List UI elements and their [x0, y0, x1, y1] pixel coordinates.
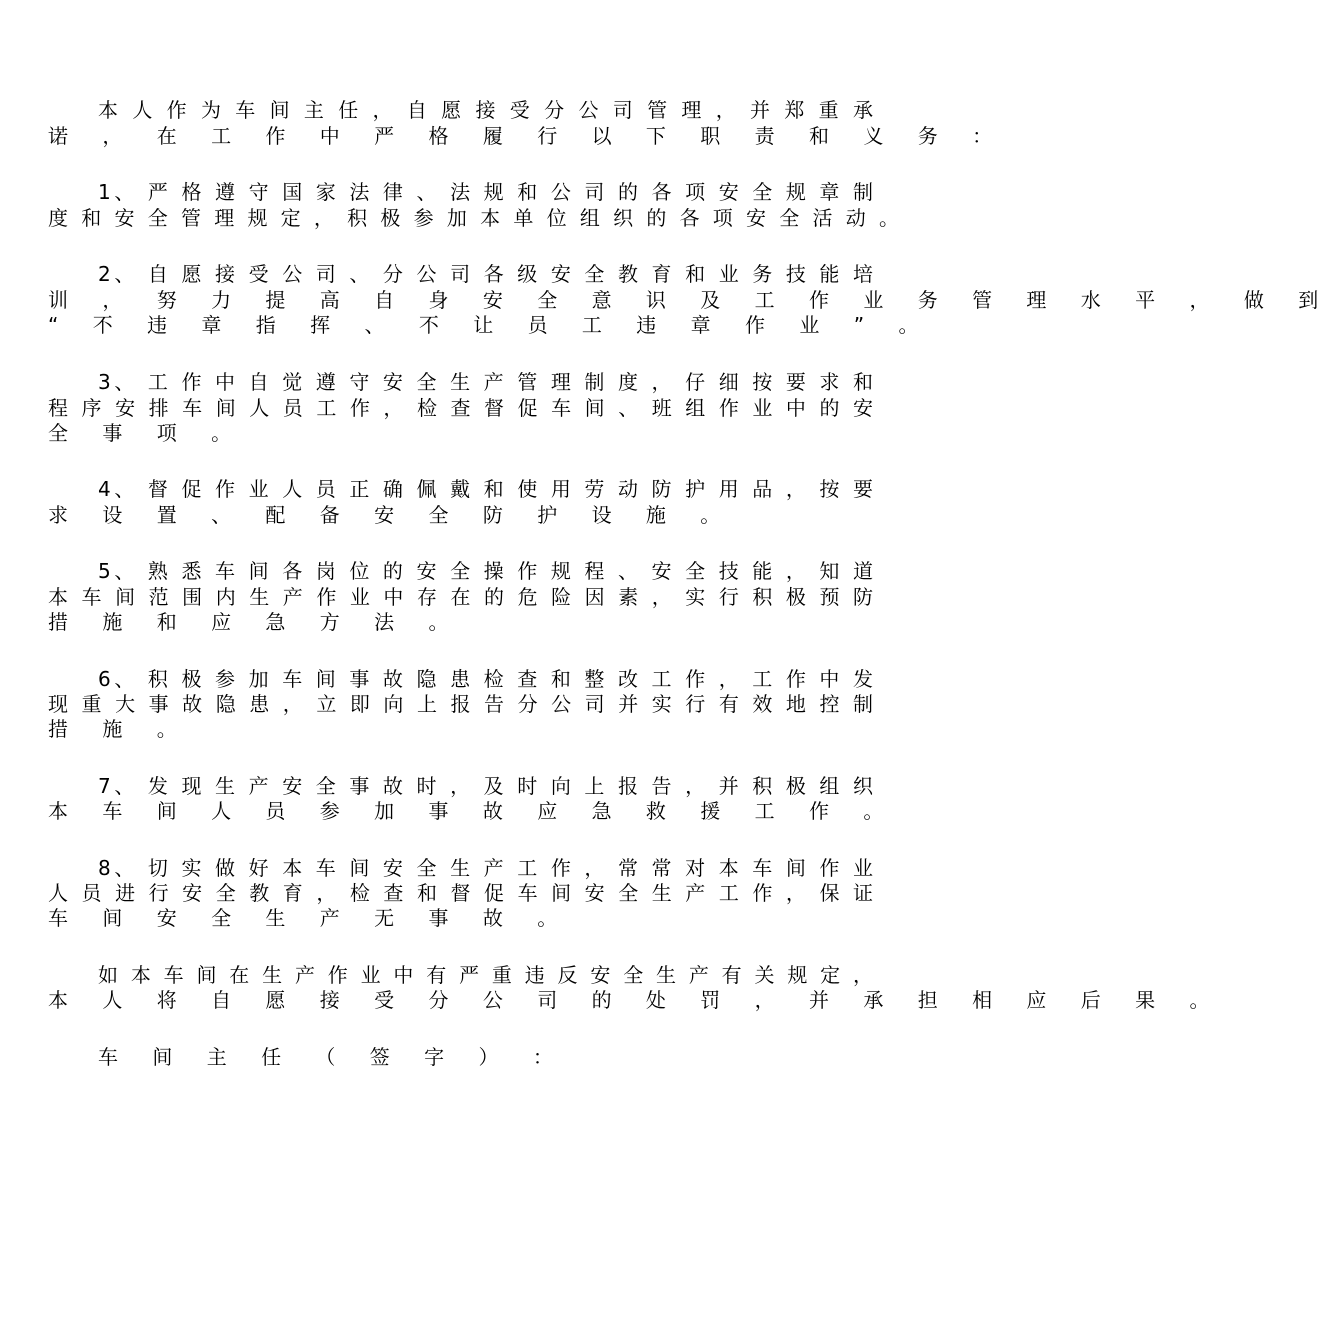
- item-8-line-2: 人 员 进 行 安 全 教 育 ， 检 查 和 督 促 车 间 安 全 生 产 工 作 ， 保 证: [48, 881, 874, 905]
- item-4-line-1: 4、 督 促 作 业 人 员 正 确 佩 戴 和 使 用 劳 动 防 护 用 品 ， 按 要: [98, 477, 874, 501]
- closing-line-2: 本 人 将 自 愿 接 受 分 公 司 的 处 罚 ， 并 承 担 相 应 后 果 。: [48, 988, 1224, 1012]
- item-4-line-2: 求 设 置 、 配 备 安 全 防 护 设 施 。: [48, 503, 735, 527]
- item-5-line-2: 本 车 间 范 围 内 生 产 作 业 中 存 在 的 危 险 因 素 ， 实 行 积 极 预 防: [48, 585, 874, 609]
- item-2-line-3: “ 不 违 章 指 挥 、 不 让 员 工 违 章 作 业 ” 。: [48, 313, 933, 337]
- intro-line-2: 诺 ， 在 工 作 中 严 格 履 行 以 下 职 责 和 义 务 ：: [48, 124, 1007, 148]
- closing-line-1: 如 本 车 间 在 生 产 作 业 中 有 严 重 违 反 安 全 生 产 有 关 规 定 ，: [98, 963, 874, 987]
- item-3-line-1: 3、 工 作 中 自 觉 遵 守 安 全 生 产 管 理 制 度 ， 仔 细 按 要 求 和: [98, 370, 874, 394]
- item-7-line-1: 7、 发 现 生 产 安 全 事 故 时 ， 及 时 向 上 报 告 ， 并 积 极 组 织: [98, 774, 874, 798]
- item-6-line-3: 措 施 。: [48, 717, 191, 741]
- item-1-line-2: 度 和 安 全 管 理 规 定 ， 积 极 参 加 本 单 位 组 织 的 各 项 安 全 活 动 。: [48, 206, 900, 230]
- item-7-line-2: 本 车 间 人 员 参 加 事 故 应 急 救 援 工 作 。: [48, 799, 898, 823]
- item-1-line-1: 1、 严 格 遵 守 国 家 法 律 、 法 规 和 公 司 的 各 项 安 全 规 章 制: [98, 180, 874, 204]
- item-2-line-1: 2、 自 愿 接 受 公 司 、 分 公 司 各 级 安 全 教 育 和 业 务 技 能 培: [98, 262, 874, 286]
- item-6-line-2: 现 重 大 事 故 隐 患 ， 立 即 向 上 报 告 分 公 司 并 实 行 有 效 地 控 制: [48, 692, 874, 716]
- item-5-line-3: 措 施 和 应 急 方 法 。: [48, 610, 463, 634]
- item-5-line-1: 5、 熟 悉 车 间 各 岗 位 的 安 全 操 作 规 程 、 安 全 技 能 ， 知 道: [98, 559, 874, 583]
- item-2-line-2: 训 ， 努 力 提 高 自 身 安 全 意 识 及 工 作 业 务 管 理 水 平 ， 做 到: [48, 288, 1332, 312]
- item-3-line-3: 全 事 项 。: [48, 421, 246, 445]
- item-6-line-1: 6、 积 极 参 加 车 间 事 故 隐 患 检 查 和 整 改 工 作 ， 工 作 中 发: [98, 667, 874, 691]
- signature-label: 车 间 主 任 （ 签 字 ） ：: [98, 1045, 567, 1069]
- intro-line-1: 本 人 作 为 车 间 主 任 ， 自 愿 接 受 分 公 司 管 理 ， 并 郑 重 承: [98, 98, 874, 122]
- item-8-line-3: 车 间 安 全 生 产 无 事 故 。: [48, 906, 572, 930]
- item-8-line-1: 8、 切 实 做 好 本 车 间 安 全 生 产 工 作 ， 常 常 对 本 车 间 作 业: [98, 856, 874, 880]
- item-3-line-2: 程 序 安 排 车 间 人 员 工 作 ， 检 查 督 促 车 间 、 班 组 作 业 中 的 安: [48, 396, 874, 420]
